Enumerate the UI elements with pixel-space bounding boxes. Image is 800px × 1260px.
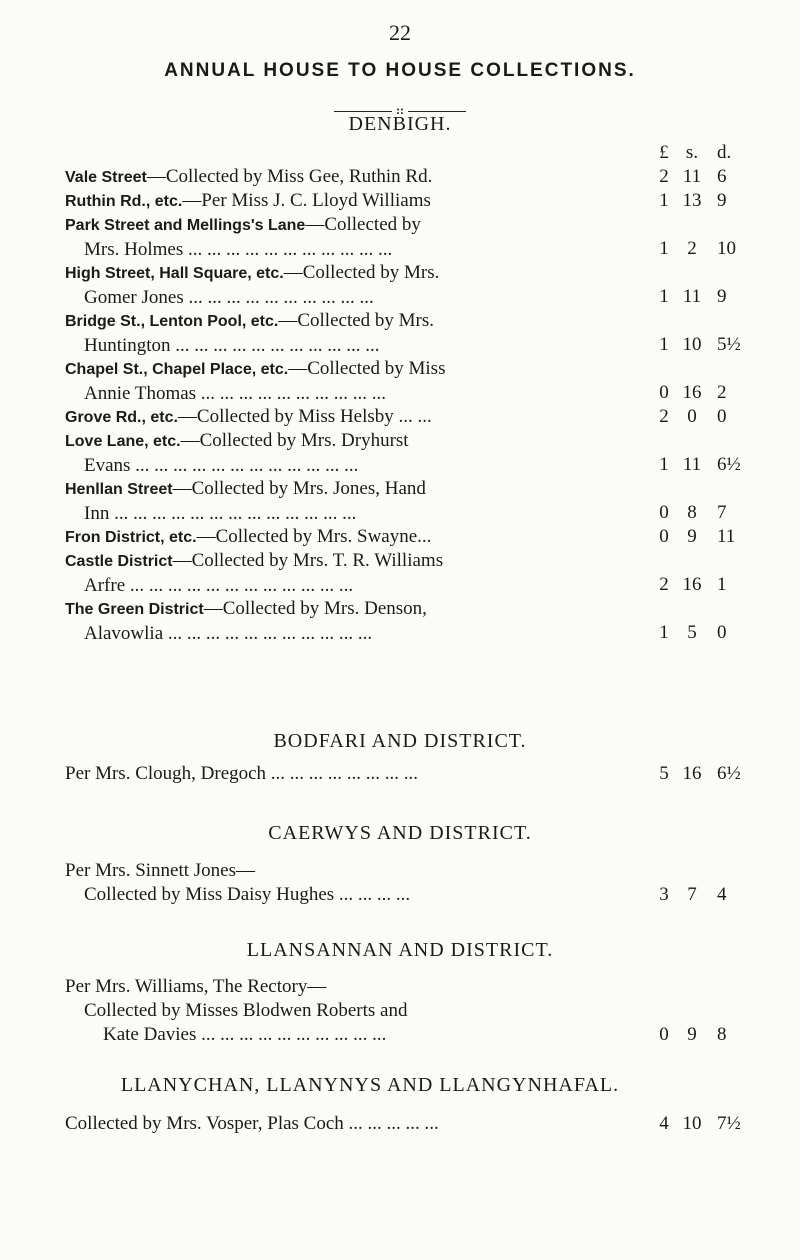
collector-text: —Collected by Miss Helsby ... ...	[177, 406, 432, 427]
llansannan-entry	[65, 975, 755, 1047]
bodfari-amount	[657, 762, 755, 786]
amount-pence: 10	[717, 238, 736, 259]
amount-pounds: 2	[659, 166, 669, 187]
amount-pence: 6½	[717, 454, 741, 475]
pence-header: d.	[717, 142, 732, 163]
section-heading-caerwys: CAERWYS AND DISTRICT.	[268, 822, 532, 844]
entry-continuation: Arfre ... ... ... ... ... ... ... ... ... ... ... ...	[84, 575, 354, 596]
caerwys-line-1: Per Mrs. Sinnett Jones—	[65, 860, 255, 881]
collection-entry	[65, 405, 755, 430]
amount-pence: 0	[717, 406, 727, 427]
amount-shillings: 10	[682, 334, 702, 355]
llansannan-amount	[657, 1023, 755, 1047]
collector-text: —Collected by	[305, 214, 421, 235]
page-title: ANNUAL HOUSE TO HOUSE COLLECTIONS.	[164, 60, 636, 81]
entry-amount	[657, 501, 755, 525]
entry-amount	[657, 189, 755, 213]
amount-pence: 6	[717, 166, 727, 187]
collection-entry	[65, 165, 755, 190]
collector-text: —Collected by Miss Gee, Ruthin Rd.	[146, 166, 433, 187]
collection-entry	[65, 309, 755, 358]
entry-line	[65, 165, 755, 190]
street-label: High Street, Hall Square, etc.	[65, 265, 284, 282]
caerwys-entry	[65, 859, 755, 907]
entry-line	[65, 405, 755, 430]
amount-pounds: 1	[659, 454, 669, 475]
amount-pounds: 4	[659, 1113, 669, 1134]
collection-entry	[65, 189, 755, 214]
amount-shillings: 11	[682, 166, 702, 187]
amount-pounds: 0	[659, 526, 669, 547]
amount-pence: 9	[717, 286, 727, 307]
amount-pounds: 1	[659, 622, 669, 643]
collector-text: —Collected by Miss	[288, 358, 446, 379]
entry-amount	[657, 165, 755, 189]
amount-pounds: 1	[659, 190, 669, 211]
page-number: 22	[389, 20, 411, 45]
entry-amount	[657, 621, 755, 645]
divider-mark: ::	[396, 103, 404, 117]
amount-pence: 7½	[717, 1113, 741, 1134]
amount-pence: 0	[717, 622, 727, 643]
entry-line	[65, 261, 755, 286]
llanychan-entry	[65, 1112, 755, 1136]
section-heading-llansannan: LLANSANNAN AND DISTRICT.	[246, 939, 554, 961]
bodfari-line: Per Mrs. Clough, Dregoch ... ... ... ... ... ... ... ...	[65, 763, 419, 784]
entry-line	[65, 477, 755, 502]
llansannan-line-2: Collected by Misses Blodwen Roberts and	[84, 1000, 408, 1021]
entry-amount	[657, 525, 755, 549]
entry-continuation: Huntington ... ... ... ... ... ... ... ... ... ... ...	[84, 335, 380, 356]
street-label: Henllan Street	[65, 481, 173, 498]
amount-pounds: 1	[659, 286, 669, 307]
amount-pounds: 0	[659, 1024, 669, 1045]
collection-entry	[65, 525, 755, 550]
amount-shillings: 9	[687, 526, 697, 547]
amount-pounds: 1	[659, 334, 669, 355]
collector-text: —Collected by Mrs. Dryhurst	[180, 430, 409, 451]
amount-pounds: 1	[659, 238, 669, 259]
collector-text: —Collected by Mrs. Denson,	[203, 598, 427, 619]
entry-amount	[657, 381, 755, 405]
entry-continuation: Evans ... ... ... ... ... ... ... ... ... ... ... ...	[84, 455, 359, 476]
amount-shillings: 0	[687, 406, 697, 427]
entry-line	[65, 213, 755, 238]
llanychan-line: Collected by Mrs. Vosper, Plas Coch ... ... ... ... ...	[65, 1113, 439, 1134]
amount-shillings: 13	[682, 190, 702, 211]
amount-shillings: 5	[687, 622, 697, 643]
amount-shillings: 7	[687, 884, 697, 905]
collection-entry	[65, 429, 755, 478]
entry-continuation: Mrs. Holmes ... ... ... ... ... ... ... ... ... ... ...	[84, 239, 393, 260]
entry-continuation: Inn ... ... ... ... ... ... ... ... ... ... ... ... ...	[84, 503, 357, 524]
entry-amount	[657, 405, 755, 429]
street-label: Bridge St., Lenton Pool, etc.	[65, 313, 279, 330]
entry-continuation: Gomer Jones ... ... ... ... ... ... ... ... ... ...	[84, 287, 374, 308]
llanychan-amount	[657, 1112, 755, 1136]
amount-pence: 9	[717, 190, 727, 211]
street-label: Ruthin Rd., etc.	[65, 193, 183, 210]
currency-header	[657, 142, 755, 166]
street-label: Castle District	[65, 553, 173, 570]
collection-entry	[65, 357, 755, 406]
amount-pounds: 2	[659, 574, 669, 595]
street-label: Fron District, etc.	[65, 529, 197, 546]
collection-entry	[65, 477, 755, 526]
amount-pence: 1	[717, 574, 727, 595]
section-heading-bodfari: BODFARI AND DISTRICT.	[273, 730, 527, 752]
collector-text: —Collected by Mrs.	[283, 262, 440, 283]
entry-amount	[657, 453, 755, 477]
collector-text: —Collected by Mrs.	[278, 310, 435, 331]
amount-shillings: 9	[687, 1024, 697, 1045]
pounds-header: £	[659, 142, 669, 163]
bodfari-entry	[65, 762, 755, 786]
entry-continuation: Alavowlia ... ... ... ... ... ... ... ... ... ... ...	[84, 623, 373, 644]
amount-pounds: 0	[659, 502, 669, 523]
llansannan-line-3: Kate Davies ... ... ... ... ... ... ... ... ... ...	[103, 1024, 387, 1045]
entry-line	[65, 189, 755, 214]
caerwys-amount	[657, 883, 755, 907]
amount-pence: 11	[717, 526, 736, 547]
amount-shillings: 16	[682, 763, 702, 784]
collection-entry	[65, 213, 755, 262]
amount-pence: 8	[717, 1024, 727, 1045]
street-label: Love Lane, etc.	[65, 433, 181, 450]
amount-shillings: 16	[682, 574, 702, 595]
entry-amount	[657, 333, 755, 357]
collection-entry	[65, 549, 755, 598]
amount-pounds: 3	[659, 884, 669, 905]
amount-pence: 6½	[717, 763, 741, 784]
amount-pence: 4	[717, 884, 727, 905]
entry-amount	[657, 237, 755, 261]
entry-line	[65, 597, 755, 622]
amount-shillings: 8	[687, 502, 697, 523]
collection-entry	[65, 261, 755, 310]
amount-shillings: 11	[682, 286, 702, 307]
collection-entry	[65, 597, 755, 646]
amount-pence: 5½	[717, 334, 741, 355]
amount-pounds: 0	[659, 382, 669, 403]
divider-line-right	[408, 111, 466, 112]
entry-line	[65, 309, 755, 334]
amount-shillings: 10	[682, 1113, 702, 1134]
entry-line	[65, 429, 755, 454]
amount-shillings: 16	[682, 382, 702, 403]
caerwys-line-2: Collected by Miss Daisy Hughes ... ... ... ...	[84, 884, 411, 905]
entry-line	[65, 525, 755, 550]
street-label: Park Street and Mellings's Lane	[65, 217, 306, 234]
amount-pence: 2	[717, 382, 727, 403]
section-heading-denbigh: DENBIGH.	[348, 113, 452, 135]
entry-line	[65, 549, 755, 574]
amount-pounds: 2	[659, 406, 669, 427]
llansannan-line-1: Per Mrs. Williams, The Rectory—	[65, 976, 327, 997]
amount-shillings: 11	[682, 454, 702, 475]
entry-amount	[657, 285, 755, 309]
amount-pence: 7	[717, 502, 727, 523]
entry-amount	[657, 573, 755, 597]
entry-continuation: Annie Thomas ... ... ... ... ... ... ... ... ... ...	[84, 383, 387, 404]
street-label: Grove Rd., etc.	[65, 409, 178, 426]
divider-line-left	[334, 111, 392, 112]
collector-text: —Collected by Mrs. Jones, Hand	[172, 478, 426, 499]
section-heading-llanychan: LLANYCHAN, LLANYNYS AND LLANGYNHAFAL.	[120, 1074, 620, 1096]
collector-text: —Per Miss J. C. Lloyd Williams	[182, 190, 431, 211]
street-label: Vale Street	[65, 169, 147, 186]
amount-pounds: 5	[659, 763, 669, 784]
entry-line	[65, 357, 755, 382]
collector-text: —Collected by Mrs. T. R. Williams	[172, 550, 444, 571]
amount-shillings: 2	[687, 238, 697, 259]
collector-text: —Collected by Mrs. Swayne...	[196, 526, 432, 547]
street-label: Chapel St., Chapel Place, etc.	[65, 361, 289, 378]
shillings-header: s.	[685, 142, 699, 163]
street-label: The Green District	[65, 601, 204, 618]
